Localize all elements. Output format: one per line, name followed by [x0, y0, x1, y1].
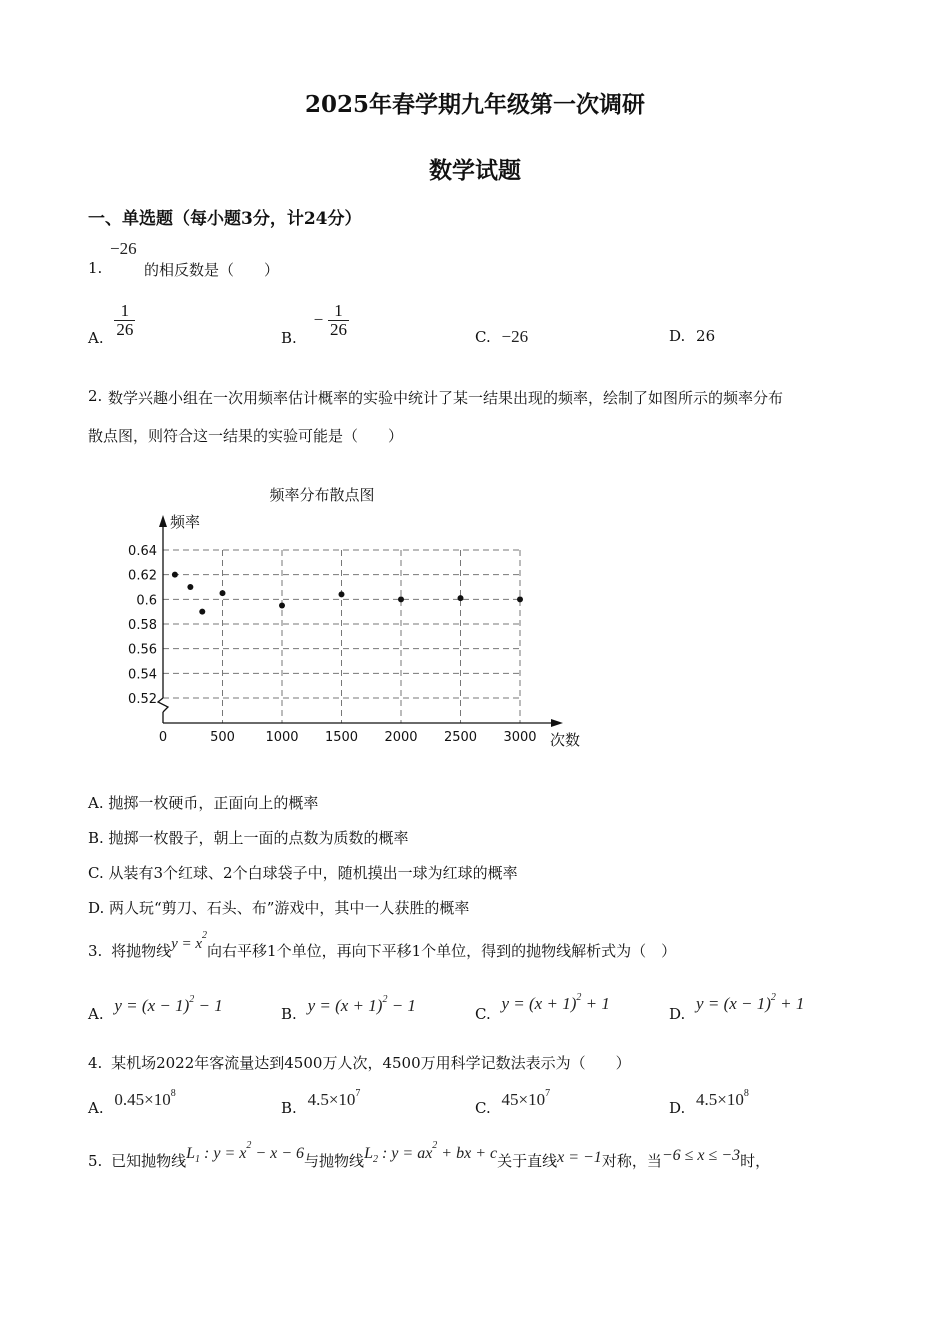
- page-subtitle: 数学试题: [429, 157, 521, 184]
- data-point: [187, 584, 193, 590]
- q4-option-d-label: D.: [669, 1099, 686, 1117]
- q5-l2-sup: 2: [432, 1140, 438, 1151]
- q1-option-d-label: D.: [669, 327, 686, 345]
- q3-option-b[interactable]: [281, 994, 416, 1023]
- y-tick-label: 0.64: [128, 544, 157, 559]
- q5-range: −6 ≤ x ≤ −3: [661, 1147, 741, 1164]
- data-point: [458, 595, 464, 601]
- q3-option-c-label: C.: [475, 1005, 491, 1023]
- q2-option-d[interactable]: D. 两人玩“剪刀、石头、布”游戏中，其中一人获胜的概率: [88, 899, 470, 917]
- page-title: 2025年春学期九年级第一次调研: [304, 91, 645, 118]
- data-point: [339, 591, 345, 597]
- q3-post: 向右平移1个单位，再向下平移1个单位，得到的抛物线解析式为（ ）: [207, 942, 677, 960]
- q5-l2-expr: : y = ax: [377, 1145, 433, 1162]
- q1-option-c-value: −26: [501, 327, 529, 346]
- y-tick-label: 0.58: [128, 618, 157, 633]
- q4-stem: 某机场2022年客流量达到4500万人次，4500万用科学记数法表示为（ ）: [111, 1054, 631, 1072]
- q1-option-b-sign: −: [313, 309, 324, 329]
- q3-line: [88, 930, 677, 961]
- x-axis-arrow: [551, 719, 563, 727]
- q3-expr-base: y = x: [171, 936, 203, 952]
- q3-option-b-expr: y = (x + 1): [307, 996, 383, 1015]
- q5-text-1: 已知抛物线: [111, 1152, 187, 1170]
- q1-a-denominator: 26: [116, 320, 134, 339]
- q3-option-c-tail: + 1: [581, 994, 610, 1013]
- q5-text-2: 与抛物线: [304, 1152, 365, 1170]
- q4-number: 4.: [88, 1054, 103, 1072]
- q5-l1-sub: 1: [195, 1154, 201, 1166]
- data-point: [398, 596, 404, 602]
- chart-title: 频率分布散点图: [269, 486, 375, 504]
- y-tick-label: 0.62: [128, 568, 157, 584]
- q5-symmetry-line: x = −1: [557, 1149, 602, 1166]
- q3-pre: 将抛物线: [111, 942, 172, 960]
- q4-option-a-sup: 8: [170, 1088, 176, 1099]
- q3-option-d-expr: y = (x − 1): [696, 994, 771, 1013]
- q1-option-b-label: B.: [281, 328, 297, 347]
- q3-expression: [171, 930, 208, 952]
- q3-option-c-sup: 2: [576, 992, 582, 1003]
- q2-number: 2.: [88, 387, 103, 405]
- q4-option-b[interactable]: [281, 1088, 361, 1117]
- q1-a-numerator: 1: [114, 302, 135, 321]
- q3-expr-sup: 2: [202, 930, 208, 941]
- q5-text-3: 关于直线: [497, 1152, 558, 1170]
- q3-option-a-label: A.: [88, 1005, 104, 1023]
- q2-stem-line1: 数学兴趣小组在一次用频率估计概率的实验中统计了某一结果出现的频率，绘制了如图所示的频率分布: [108, 389, 784, 407]
- q4-option-c[interactable]: [475, 1088, 551, 1117]
- x-axis-label: 次数: [550, 731, 581, 749]
- x-tick-label: 1000: [265, 730, 299, 745]
- q5-number: 5.: [88, 1152, 103, 1170]
- q1-b-denominator: 26: [329, 320, 347, 339]
- q3-option-d-label: D.: [669, 1005, 686, 1023]
- q3-option-d[interactable]: [669, 992, 805, 1023]
- q3-option-c-expr: y = (x + 1): [501, 994, 577, 1013]
- q4-option-c-sup: 7: [545, 1088, 551, 1099]
- y-tick-label: 0.54: [128, 667, 157, 683]
- y-tick-label: 0.56: [128, 642, 157, 658]
- data-point: [172, 572, 178, 578]
- q5-l1-expr: : y = x: [200, 1145, 247, 1162]
- x-tick-label: 3000: [503, 730, 537, 745]
- q4-option-d[interactable]: [669, 1088, 749, 1117]
- q3-option-a-tail: − 1: [194, 996, 223, 1015]
- q3-option-a-sup: 2: [189, 994, 195, 1005]
- q5-l2-sub: 2: [372, 1154, 378, 1166]
- q1-option-a-label: A.: [88, 328, 104, 347]
- q5-l2-tail: + bx + c: [437, 1145, 498, 1162]
- q1-b-numerator: 1: [328, 302, 349, 321]
- q5-l1-tail: − x − 6: [251, 1145, 305, 1162]
- q1-option-d-value: 26: [696, 327, 716, 345]
- q4-option-a-label: A.: [88, 1099, 104, 1117]
- x-tick-label: 1500: [324, 730, 359, 745]
- q5-line: [88, 1140, 771, 1173]
- data-point: [279, 603, 285, 609]
- q4-option-a[interactable]: [88, 1088, 176, 1117]
- q5-text-4: 对称，当: [601, 1152, 662, 1170]
- q4-option-b-expr: 4.5×10: [307, 1090, 356, 1109]
- y-tick-label: 0.6: [136, 593, 157, 609]
- q5-l1-sup: 2: [246, 1140, 252, 1151]
- q3-option-c[interactable]: [475, 992, 610, 1023]
- q5-l1-name: L: [186, 1145, 196, 1162]
- q4-option-d-sup: 8: [743, 1088, 749, 1099]
- q3-option-b-label: B.: [281, 1005, 297, 1023]
- q1-number: 1.: [88, 259, 103, 277]
- y-axis-arrow: [159, 515, 167, 527]
- chart-root: [128, 486, 580, 749]
- x-tick-label: 2500: [443, 730, 478, 745]
- q1-option-c-label: C.: [475, 328, 491, 346]
- q4-option-d-expr: 4.5×10: [696, 1090, 744, 1109]
- q2-option-c[interactable]: C. 从装有3个红球、2个白球袋子中，随机摸出一球为红球的概率: [88, 864, 518, 882]
- y-axis-break: [158, 698, 168, 712]
- q5-parabola-l2: [364, 1140, 498, 1166]
- q1-expression: −26: [110, 239, 137, 258]
- y-axis-label: 频率: [170, 513, 201, 531]
- q5-l2-name: L: [364, 1145, 373, 1162]
- q3-option-b-tail: − 1: [387, 996, 416, 1015]
- x-tick-label: 0: [158, 730, 168, 745]
- section-heading: 一、单选题（每小题3分，计24分）: [88, 209, 362, 229]
- y-tick-label: 0.52: [128, 692, 157, 707]
- data-point: [220, 590, 226, 596]
- data-point: [199, 609, 205, 615]
- q3-option-d-tail: + 1: [775, 994, 805, 1013]
- q4-option-b-label: B.: [281, 1099, 297, 1117]
- q3-option-d-sup: 2: [770, 992, 776, 1003]
- q1-stem: 的相反数是（ ）: [144, 261, 280, 279]
- q2-stem-line2: 散点图，则符合这一结果的实验可能是（ ）: [88, 427, 404, 445]
- x-tick-label: 2000: [384, 730, 418, 745]
- q4-option-a-expr: 0.45×10: [114, 1090, 171, 1109]
- q5-parabola-l1: [186, 1140, 305, 1166]
- q3-option-b-sup: 2: [382, 994, 388, 1005]
- q4-option-b-sup: 7: [355, 1088, 361, 1099]
- data-point: [517, 596, 523, 602]
- q5-text-5: 时，: [740, 1152, 771, 1170]
- q2-option-b[interactable]: B. 抛掷一枚骰子，朝上一面的点数为质数的概率: [88, 829, 409, 847]
- q4-option-c-label: C.: [475, 1099, 491, 1117]
- q3-option-a[interactable]: [88, 994, 223, 1023]
- q4-option-c-expr: 45×10: [501, 1090, 546, 1109]
- q2-option-a[interactable]: A. 抛掷一枚硬币，正面向上的概率: [88, 794, 319, 812]
- q3-option-a-expr: y = (x − 1): [114, 996, 190, 1015]
- q3-number: 3.: [88, 942, 103, 960]
- q4-line: [88, 1052, 631, 1073]
- x-tick-label: 500: [210, 730, 235, 745]
